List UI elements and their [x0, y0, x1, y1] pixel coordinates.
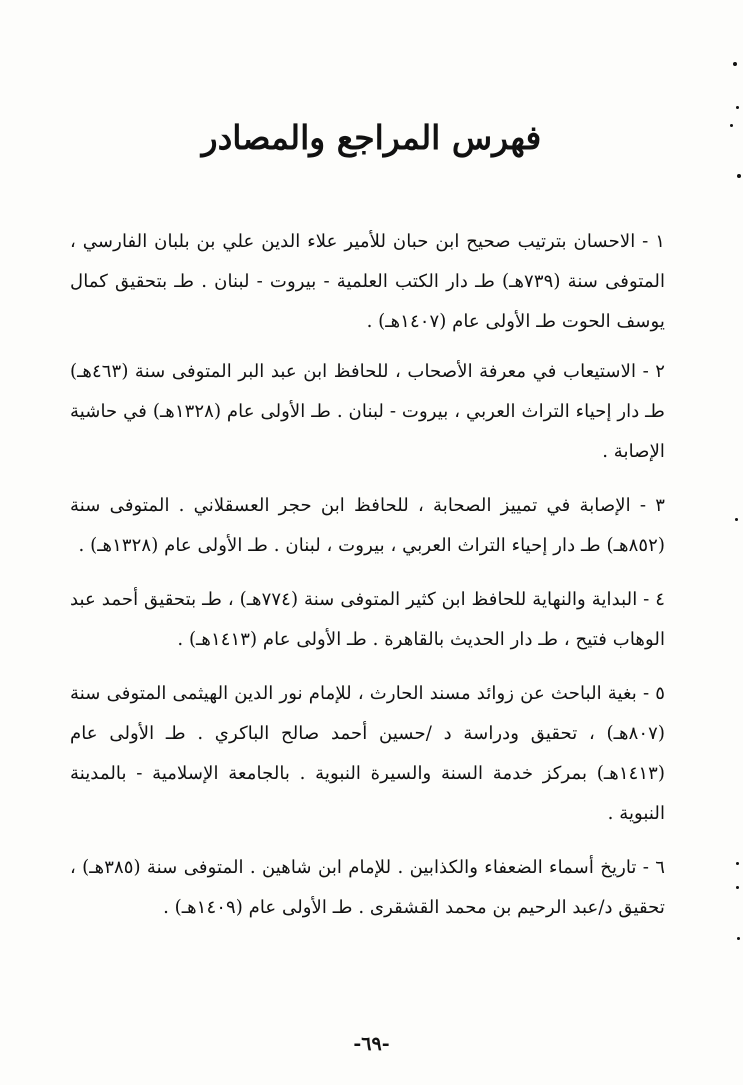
reference-entry-6: ٦ - تاريخ أسماء الضعفاء والكذابين . للإمام ابن شاهين . المتوفى سنة (٣٨٥هـ) ، تحقيق د/عبد الرحيم بن محمد القشقرى . طـ الأولى عام (١٤٠٩هـ) . — [70, 857, 666, 918]
page-number: -٦٩- — [353, 1033, 390, 1055]
scan-speck — [730, 124, 733, 127]
scan-speck — [736, 106, 739, 109]
scan-speck — [733, 62, 737, 66]
scan-speck — [737, 174, 741, 178]
scan-speck — [737, 937, 740, 940]
page-title: فهرس المراجع والمصادر — [201, 118, 542, 157]
scan-speck — [736, 886, 739, 889]
reference-entry-1: ١ - الاحسان بترتيب صحيح ابن حبان للأمير علاء الدين علي بن بلبان الفارسي ، المتوفى سنة (٧٣٩هـ) طـ دار الكتب العلمية - بيروت - لبنان . طـ بتحقيق كمال يوسف الحوت طـ الأولى عام (١٤٠٧هـ) . — [70, 231, 665, 332]
scan-speck — [735, 518, 738, 521]
scan-speck — [736, 862, 739, 865]
reference-entry-3: ٣ - الإصابة في تمييز الصحابة ، للحافظ ابن حجر العسقلاني . المتوفى سنة (٨٥٢هـ) طـ دار إحياء التراث العربي ، بيروت ، لبنان . طـ الأولى عام (١٣٢٨هـ) . — [70, 495, 665, 556]
references-list — [70, 222, 665, 942]
reference-entry-4: ٤ - البداية والنهاية للحافظ ابن كثير المتوفى سنة (٧٧٤هـ) ، طـ بتحقيق أحمد عبد الوهاب فتيح ، طـ دار الحديث بالقاهرة . طـ الأولى عام (١٤١٣هـ) . — [70, 589, 665, 650]
reference-entry-5: ٥ - بغية الباحث عن زوائد مسند الحارث ، للإمام نور الدين الهيثمى المتوفى سنة (٨٠٧هـ) ، تحقيق ودراسة د /حسين أحمد صالح الباكري . طـ الأولى عام (١٤١٣هـ) بمركز خدمة السنة والسيرة النبوية . بالجامعة الإسلامية - بالمدينة النبوية . — [70, 683, 665, 824]
reference-entry-2: ٢ - الاستيعاب في معرفة الأصحاب ، للحافظ ابن عبد البر المتوفى سنة (٤٦٣هـ) طـ دار إحياء التراث العربي ، بيروت - لبنان . طـ الأولى عام (١٣٢٨هـ) في حاشية الإصابة . — [70, 361, 665, 462]
